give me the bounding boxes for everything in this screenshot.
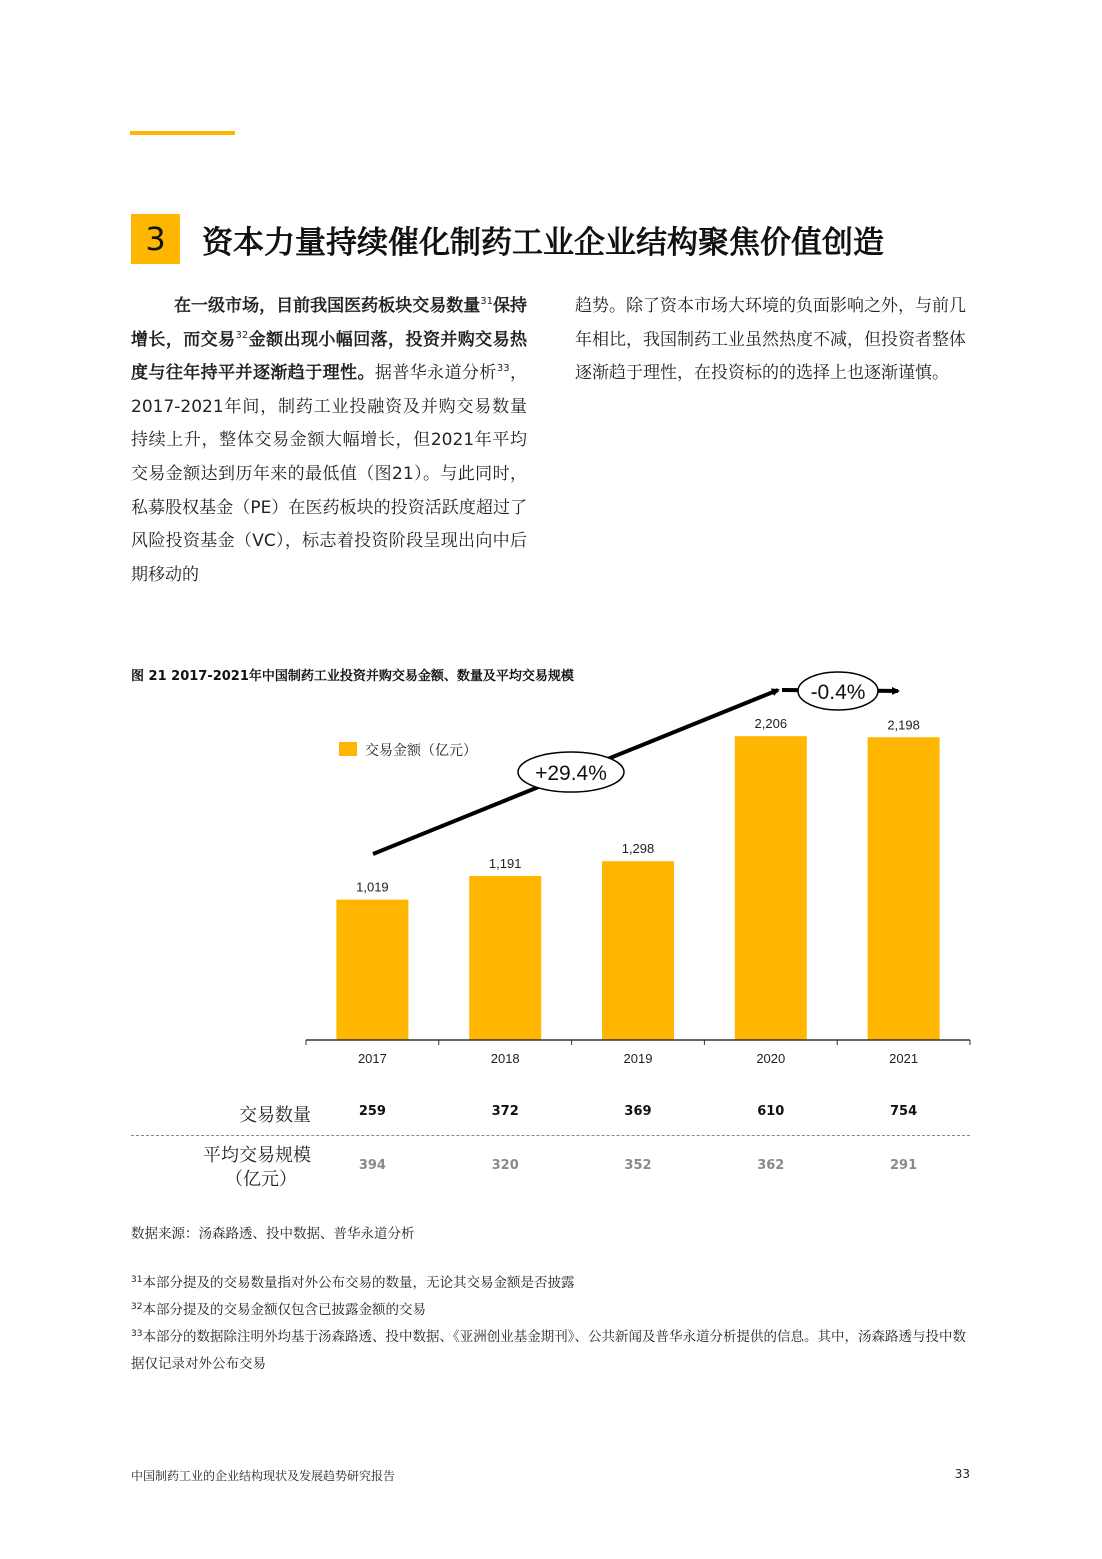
row-label-count: 交易数量 — [239, 1105, 311, 1126]
bar-2018 — [469, 876, 541, 1040]
data-source: 数据来源：汤森路透、投中数据、普华永道分析 — [131, 1226, 415, 1242]
footnote-33 — [131, 1324, 971, 1378]
legend-swatch — [339, 742, 357, 756]
footnote-num: 32 — [131, 1302, 143, 1312]
count-value: 610 — [757, 1104, 785, 1119]
count-value: 259 — [358, 1104, 386, 1119]
bar-value-label: 1,191 — [488, 855, 522, 871]
bar-value-label: 2,206 — [754, 716, 788, 732]
change-annotation: -0.4% — [810, 681, 866, 704]
count-value: 754 — [890, 1104, 918, 1119]
count-value: 369 — [624, 1104, 652, 1119]
avg-value: 394 — [358, 1158, 386, 1173]
avg-value: 352 — [624, 1158, 652, 1173]
figure-title: 图 21 2017-2021年中国制药工业投资并购交易金额、数量及平均交易规模 — [131, 669, 574, 684]
avg-value: 320 — [491, 1158, 519, 1173]
body-bold-2: 保持增长，而交易 — [131, 296, 528, 350]
row-label-avg — [131, 1144, 311, 1192]
section-title: 资本力量持续催化制药工业企业结构聚焦价值创造 — [202, 225, 884, 261]
body-text-2: ，2017-2021年间，制药工业投融资及并购交易数量持续上升，整体交易金额大幅增长，但2021年平均交易金额达到历年来的最低值（图21）。与此同时，私募股权基金（PE）在医药板块的投资活跃度超过了风险投资基金（VC），标志着投资阶段呈现出向中后期移动的 — [131, 363, 528, 585]
body-bold-1: 在一级市场，目前我国医药板块交易数量 — [174, 296, 481, 316]
x-tick-label: 2017 — [357, 1051, 387, 1066]
footnote-num: 33 — [131, 1329, 143, 1339]
table-divider — [131, 1135, 970, 1136]
body-right-text: 趋势。除了资本市场大环境的负面影响之外，与前几年相比，我国制药工业虽然热度不减，但投资者整体逐渐趋于理性，在投资标的的选择上也逐渐谨慎。 — [575, 296, 966, 384]
x-tick-label: 2020 — [756, 1051, 786, 1066]
count-value: 372 — [491, 1104, 519, 1119]
footnotes — [131, 1270, 971, 1378]
footnote-32 — [131, 1297, 971, 1324]
bar-2017 — [336, 900, 408, 1040]
row-label-avg-line2: （亿元） — [225, 1169, 297, 1190]
body-text-1: 据普华永道分析 — [374, 363, 497, 384]
section-number-badge: 3 — [131, 214, 180, 264]
bar-value-label: 1,298 — [621, 841, 655, 857]
x-tick-label: 2021 — [889, 1051, 919, 1066]
footnote-ref-33: 33 — [496, 363, 510, 375]
footnote-31 — [131, 1270, 971, 1297]
bar-value-label: 1,019 — [356, 879, 389, 895]
footnote-text: 本部分的数据除注明外均基于汤森路透、投中数据、《亚洲创业基金期刊》、公共新闻及普华永道分析提供的信息。其中，汤森路透与投中数据仅记录对外公布交易 — [131, 1329, 966, 1372]
avg-value: 362 — [757, 1158, 785, 1173]
growth-annotation: +29.4% — [535, 762, 607, 785]
x-tick-label: 2018 — [490, 1051, 520, 1066]
bar-2020 — [735, 736, 807, 1040]
footnote-text: 本部分提及的交易数量指对外公布交易的数量，无论其交易金额是否披露 — [142, 1275, 575, 1291]
avg-value: 291 — [890, 1158, 918, 1173]
row-label-avg-line1: 平均交易规模 — [203, 1145, 311, 1166]
x-tick-label: 2019 — [623, 1051, 653, 1066]
body-bold-3: 金额出现小幅回落，投资并购交易热度与往年持平并逐渐趋于理性。 — [131, 329, 528, 384]
footnote-ref-31: 31 — [480, 296, 493, 307]
footnote-num: 31 — [131, 1275, 143, 1285]
bar-2021 — [868, 737, 940, 1040]
legend-label: 交易金额（亿元） — [365, 743, 477, 759]
bar-value-label: 2,198 — [887, 717, 920, 733]
footnote-ref-32: 32 — [235, 329, 249, 341]
footer-report-title: 中国制药工业的企业结构现状及发展趋势研究报告 — [131, 1469, 396, 1483]
bar-2019 — [602, 861, 674, 1040]
footnote-text: 本部分提及的交易金额仅包含已披露金额的交易 — [142, 1302, 426, 1318]
page-number: 33 — [954, 1467, 970, 1481]
